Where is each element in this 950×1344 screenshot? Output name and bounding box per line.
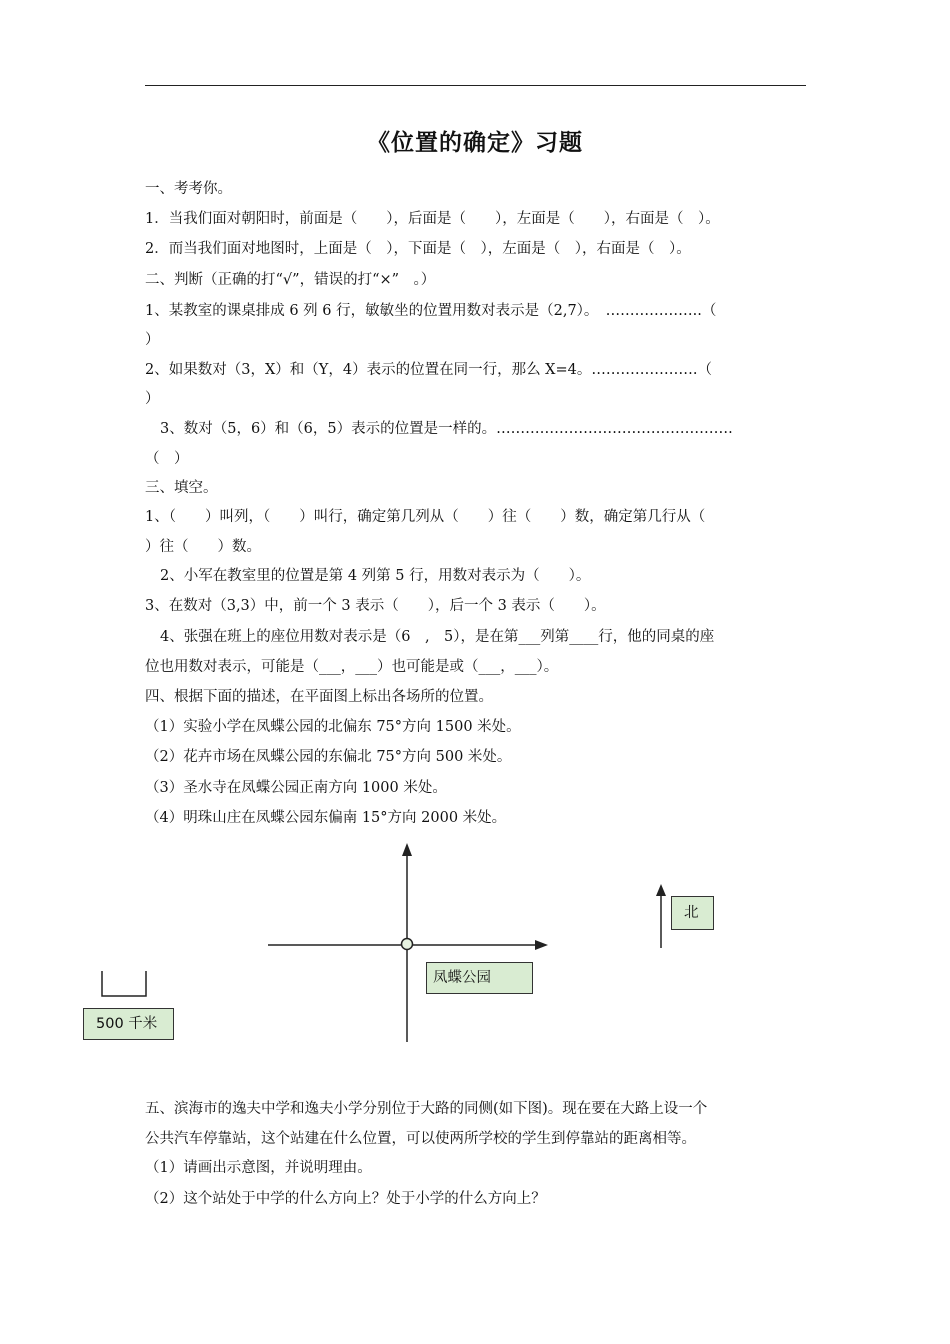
scale-bracket — [102, 971, 146, 996]
north-label: 北 — [684, 905, 699, 921]
scale-label: 500 千米 — [96, 1016, 158, 1032]
section1-question1: 1．当我们面对朝阳时，前面是（ ），后面是（ ），左面是（ ），右面是（ ）。 — [145, 211, 720, 227]
park-label-box — [426, 962, 533, 994]
north-label-box — [671, 896, 714, 930]
section3-question3: 3、在数对（3,3）中，前一个 3 表示（ ），后一个 3 表示（ ）。 — [145, 598, 606, 614]
section2-heading: 二、判断（正确的打“√”，错误的打“×” 。） — [145, 272, 436, 288]
section3-heading: 三、填空。 — [145, 480, 218, 496]
section4-heading: 四、根据下面的描述，在平面图上标出各场所的位置。 — [145, 689, 493, 705]
section4-item4: （4）明珠山庄在凤蝶公园东偏南 15°方向 2000 米处。 — [145, 810, 507, 826]
north-arrow-icon — [656, 884, 666, 896]
section5-question1: （1）请画出示意图，并说明理由。 — [145, 1160, 372, 1176]
section3-question2: 2、小军在教室里的位置是第 4 列第 5 行，用数对表示为（ ）。 — [160, 568, 591, 584]
up-arrow-icon — [402, 843, 412, 856]
section3-question4-tail: 位也用数对表示，可能是（___，___）也可能是或（___，___）。 — [145, 659, 559, 675]
section5-line2: 公共汽车停靠站，这个站建在什么位置，可以使两所学校的学生到停靠站的距离相等。 — [145, 1131, 696, 1147]
section3-question1: 1、（ ）叫列，（ ）叫行，确定第几列从（ ）往（ ）数，确定第几行从（ — [145, 509, 706, 525]
section2-question3-tail: （ ） — [145, 451, 189, 467]
section2-question1-tail: ） — [145, 332, 160, 348]
section2-question3: 3、数对（5，6）和（6，5）表示的位置是一样的。…………………………………………. — [160, 421, 733, 437]
right-arrow-icon — [535, 940, 548, 950]
origin-marker — [402, 939, 413, 950]
section4-item3: （3）圣水寺在凤蝶公园正南方向 1000 米处。 — [145, 780, 447, 796]
section1-question2: 2．而当我们面对地图时，上面是（ ），下面是（ ），左面是（ ），右面是（ ）。 — [145, 241, 691, 257]
section4-item2: （2）花卉市场在凤蝶公园的东偏北 75°方向 500 米处。 — [145, 749, 512, 765]
scale-label-box — [83, 1008, 174, 1040]
park-label: 凤蝶公园 — [433, 970, 491, 986]
section5-line1: 五、滨海市的逸夫中学和逸夫小学分别位于大路的同侧(如下图)。现在要在大路上设一个 — [145, 1101, 708, 1117]
section3-question1-tail: ）往（ ）数。 — [145, 539, 261, 555]
section2-question1: 1、某教室的课桌排成 6 列 6 行，敏敏坐的位置用数对表示是（2,7）。 ………………..（ — [145, 303, 717, 319]
page-title: 《位置的确定》习题 — [367, 130, 583, 156]
section1-heading: 一、考考你。 — [145, 181, 232, 197]
section3-question4: 4、张强在班上的座位用数对表示是（6 , 5），是在第___列第____行，他的同桌的座 — [160, 629, 715, 645]
section5-question2: （2）这个站处于中学的什么方向上？处于小学的什么方向上？ — [145, 1191, 546, 1207]
section4-item1: （1）实验小学在凤蝶公园的北偏东 75°方向 1500 米处。 — [145, 719, 521, 735]
section2-question2-tail: ） — [145, 391, 160, 407]
section2-question2: 2、如果数对（3，X）和（Y，4）表示的位置在同一行，那么 X=4。………………….（ — [145, 362, 712, 378]
